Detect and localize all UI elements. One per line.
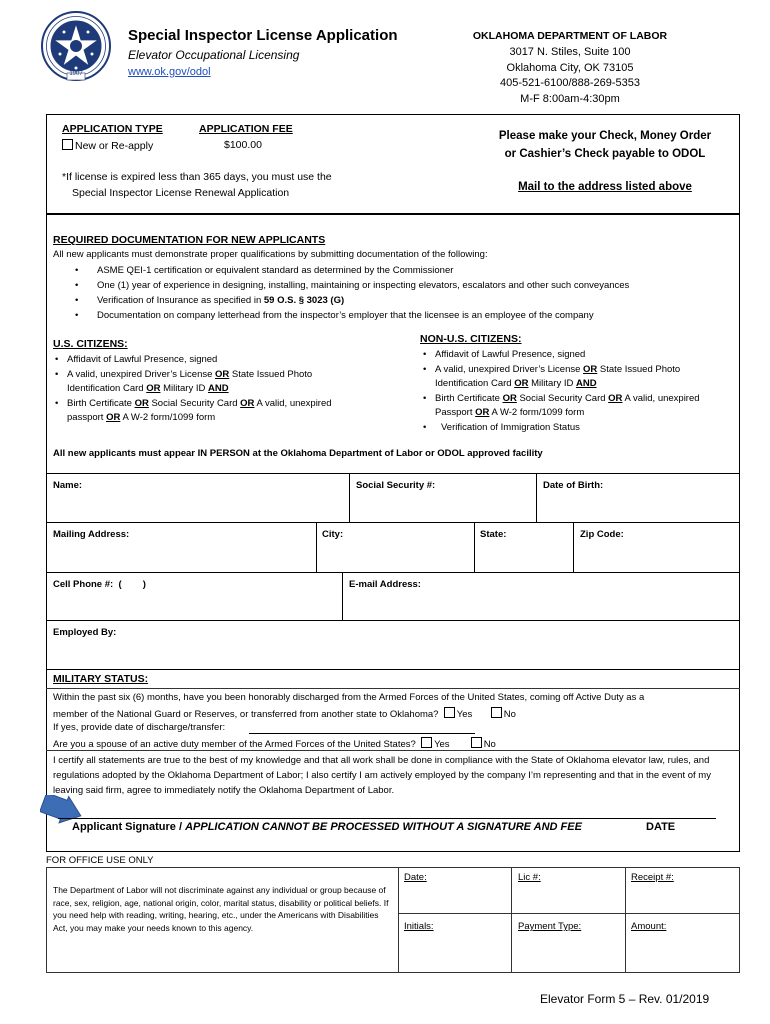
employer-label: Employed By: [53, 627, 117, 638]
state-seal [40, 10, 112, 82]
signature-caption: Applicant Signature / APPLICATION CANNOT BE PROCESSED WITHOUT A SIGNATURE AND FEE [72, 821, 582, 833]
payment-instructions-line2: or Cashier’s Check payable to ODOL [504, 148, 706, 160]
employer-field[interactable] [47, 621, 739, 669]
mail-note: Mail to the address listed above [518, 181, 692, 193]
application-fee-heading: APPLICATION FEE [199, 123, 293, 135]
dob-label: Date of Birth: [543, 480, 604, 491]
office-lic-field[interactable]: Lic #: [518, 872, 541, 883]
email-field[interactable] [343, 573, 739, 620]
list-item: • A valid, unexpired Driver’s License OR State Issued Photo Identification Card OR Military ID AND [421, 363, 731, 392]
divider [625, 867, 626, 973]
city-field[interactable] [317, 523, 474, 572]
office-payment-type-field[interactable]: Payment Type: [518, 921, 582, 932]
ssn-label: Social Security #: [356, 480, 436, 491]
divider [398, 913, 740, 914]
discharge-date-input[interactable] [249, 732, 475, 734]
website-link[interactable]: www.ok.gov/odol [128, 66, 211, 78]
city-label: City: [322, 529, 344, 540]
page-subtitle: Elevator Occupational Licensing [128, 48, 300, 62]
signature-line[interactable] [58, 818, 716, 819]
insurance-citation: 59 O.S. § 3023 (G) [263, 295, 345, 306]
in-person-note: All new applicants must appear IN PERSON at the Oklahoma Department of Labor or ODOL approved facility [53, 448, 543, 459]
office-use-heading: FOR OFFICE USE ONLY [46, 855, 154, 866]
military-status-heading: MILITARY STATUS: [53, 673, 149, 685]
spouse-no-checkbox[interactable]: No [471, 739, 496, 750]
list-item: • A valid, unexpired Driver’s License OR State Issued Photo Identification Card OR Military ID AND [53, 368, 383, 397]
military-question-1b: member of the National Guard or Reserves, or transferred from another state to Oklahoma? Yes No [53, 709, 516, 720]
address-line: 3017 N. Stiles, Suite 100 [509, 46, 631, 58]
office-date-field[interactable]: Date: [404, 872, 427, 883]
list-item: • Verification of Insurance as specified in 59 O.S. § 3023 (G) [73, 293, 723, 308]
agency-name: OKLAHOMA DEPARTMENT OF LABOR [472, 30, 668, 42]
checkbox-icon [62, 139, 73, 150]
seal-year: 1907 [69, 71, 83, 77]
spouse-yes-checkbox[interactable]: Yes [421, 739, 450, 750]
state-label: State: [480, 529, 507, 540]
date-caption: DATE [646, 821, 676, 833]
expired-note-line1: *If license is expired less than 365 days, you must use the [62, 171, 332, 183]
new-or-reapply-checkbox[interactable] [62, 139, 153, 152]
divider [46, 750, 740, 751]
name-label: Name: [53, 480, 83, 491]
list-item: • Verification of Immigration Status [421, 421, 731, 436]
checkbox-label: New or Re-apply [75, 140, 154, 152]
discharge-yes-checkbox[interactable]: Yes [444, 709, 473, 720]
list-item: • Birth Certificate OR Social Security Card OR A valid, unexpired passport OR A W-2 form/1099 form [53, 397, 383, 426]
discharge-no-checkbox[interactable]: No [491, 709, 516, 720]
cell-phone-field[interactable] [47, 573, 342, 620]
nondiscrimination-statement: The Department of Labor will not discriminate against any individual or group because of race, sex, religion, age, national origin, color, marital status, disability or political beliefs. If you need help with reading, writing, hearing, etc., under the Americans with Disabilities Act, you may make your needs known to this agency. [53, 885, 389, 933]
state-field[interactable] [475, 523, 573, 572]
office-initials-field[interactable]: Initials: [404, 921, 434, 932]
zip-code-label: Zip Code: [580, 529, 624, 540]
address-line: Oklahoma City, OK 73105 [506, 61, 634, 74]
non-us-citizens-list [421, 348, 731, 435]
form-revision: Elevator Form 5 – Rev. 01/2019 [540, 992, 710, 1006]
non-us-citizens-heading: NON-U.S. CITIZENS: [420, 333, 522, 345]
list-item: • Birth Certificate OR Social Security Card OR A valid, unexpired Passport OR A W-2 form/1099 form [421, 392, 731, 421]
required-docs-list [73, 263, 723, 323]
divider [398, 867, 399, 973]
email-label: E-mail Address: [349, 579, 421, 590]
mailing-address-label: Mailing Address: [53, 529, 130, 540]
page-title: Special Inspector License Application [128, 27, 398, 44]
checkbox-icon [421, 737, 432, 748]
certification-text: I certify all statements are true to the best of my knowledge and that all work shall be done in compliance with the State of Oklahoma elevator law, rules, and regulations adopted by the Oklahoma Department of Labor; I also certify I am actively employed by the company I’m representing and that in the event of my leaving said firm, agree to immediately notify the Oklahoma Department of Labor. [53, 755, 711, 796]
us-citizens-heading: U.S. CITIZENS: [53, 338, 128, 350]
us-citizens-list [53, 353, 383, 426]
checkbox-icon [444, 707, 455, 718]
military-question-2: Are you a spouse of an active duty member of the Armed Forces of the United States? Yes No [53, 739, 496, 750]
application-type-heading: APPLICATION TYPE [62, 123, 163, 135]
address-line: 405-521-6100/888-269-5353 [499, 77, 641, 89]
required-docs-intro: All new applicants must demonstrate proper qualifications by submitting documentation of the following: [53, 249, 488, 260]
divider [46, 688, 740, 689]
ssn-field[interactable] [350, 474, 536, 522]
mailing-address-field[interactable] [47, 523, 316, 572]
payment-instructions-line1: Please make your Check, Money Order [498, 130, 712, 142]
expired-note-line2: Special Inspector License Renewal Application [72, 187, 290, 199]
agency-address [470, 45, 670, 107]
dob-field[interactable] [537, 474, 739, 522]
name-field[interactable] [47, 474, 349, 522]
required-docs-heading: REQUIRED DOCUMENTATION FOR NEW APPLICANTS [53, 234, 326, 246]
discharge-date-label: If yes, provide date of discharge/transfer: [53, 722, 226, 733]
list-item: • Affidavit of Lawful Presence, signed [421, 348, 731, 363]
divider [46, 669, 740, 670]
list-item: • Documentation on company letterhead from the inspector’s employer that the licensee is an employee of the company [73, 308, 723, 323]
list-item: • Affidavit of Lawful Presence, signed [53, 353, 383, 368]
zip-code-field[interactable] [574, 523, 739, 572]
application-fee-amount: $100.00 [224, 139, 262, 151]
office-amount-field[interactable]: Amount: [631, 921, 667, 932]
list-item: • One (1) year of experience in designing, installing, maintaining or inspecting elevators, escalators and other such conveyances [73, 278, 723, 293]
list-item: • ASME QEI-1 certification or equivalent standard as determined by the Commissioner [73, 263, 723, 278]
checkbox-icon [491, 707, 502, 718]
cell-phone-label: Cell Phone #: ( ) [53, 579, 146, 590]
office-receipt-field[interactable]: Receipt #: [631, 872, 674, 883]
checkbox-icon [471, 737, 482, 748]
address-line: M-F 8:00am-4:30pm [520, 92, 620, 105]
military-question-1a: Within the past six (6) months, have you been honorably discharged from the Armed Forces of the United States, coming off Active Duty as a [53, 692, 645, 703]
divider [511, 867, 512, 973]
